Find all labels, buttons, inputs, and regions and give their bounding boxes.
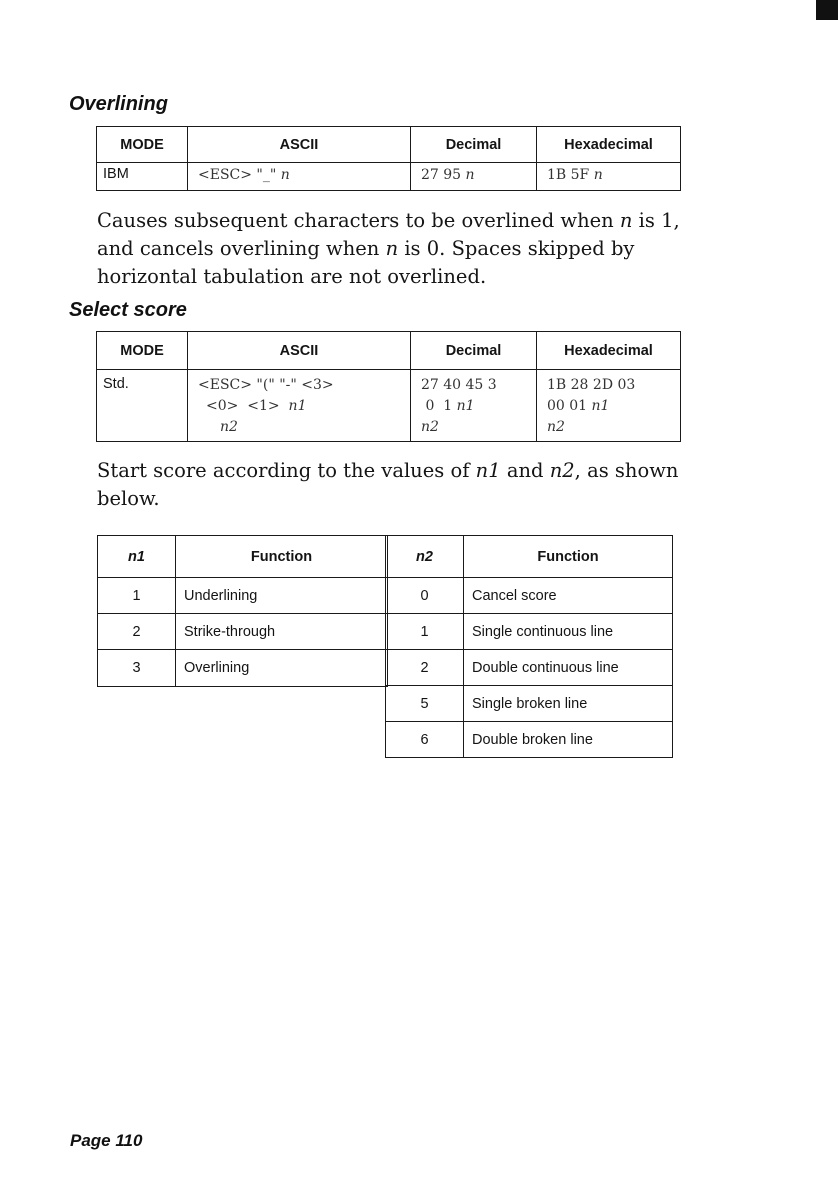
- header-ascii: ASCII: [188, 127, 411, 163]
- header-decimal: Decimal: [411, 127, 537, 163]
- corner-mark: [816, 0, 838, 20]
- table-header-row: [386, 536, 673, 578]
- n1-table: [97, 535, 388, 687]
- ascii-cell: [188, 370, 411, 442]
- table-header-row: [97, 127, 681, 163]
- n1-value: 3: [98, 650, 176, 687]
- header-decimal: Decimal: [411, 332, 537, 370]
- page-number: Page 110: [70, 1131, 143, 1150]
- decimal-cell: [411, 163, 537, 191]
- table-row: [97, 370, 681, 442]
- decimal-cell: [411, 370, 537, 442]
- ascii-cell: [188, 163, 411, 191]
- hex-cell: [537, 370, 681, 442]
- hex-line-2: [547, 396, 680, 417]
- n1-value: 1: [98, 578, 176, 614]
- table-row: [98, 650, 388, 687]
- n1-function: Overlining: [176, 650, 388, 687]
- n1-function: Strike-through: [176, 614, 388, 650]
- table-row: [386, 614, 673, 650]
- mode-cell: Std.: [97, 370, 188, 442]
- table-header-row: [97, 332, 681, 370]
- header-function: Function: [464, 536, 673, 578]
- header-mode: MODE: [97, 332, 188, 370]
- ascii-var: n: [280, 167, 290, 183]
- decimal-var: n1: [456, 398, 475, 414]
- table-row: [98, 578, 388, 614]
- overlining-description: [97, 207, 707, 291]
- n1-value: 2: [98, 614, 176, 650]
- overlining-heading: Overlining: [69, 93, 168, 115]
- n2-value: 1: [386, 614, 464, 650]
- text-run: Causes subsequent characters to be overlined when: [97, 209, 620, 232]
- hex-var: n1: [591, 398, 610, 414]
- table-row: [386, 686, 673, 722]
- text-run: Start score according to the values of: [97, 459, 476, 482]
- decimal-var: n: [465, 167, 475, 183]
- ascii-line-1: <ESC> "(" "-" <3>: [198, 377, 334, 393]
- ascii-code: <ESC> "_": [198, 167, 281, 183]
- table-row: [97, 163, 681, 191]
- n1-function: Underlining: [176, 578, 388, 614]
- n2-function: Double continuous line: [464, 650, 673, 686]
- ascii-var: n1: [288, 398, 307, 414]
- table-header-row: [98, 536, 388, 578]
- overlining-table: [96, 126, 681, 191]
- text-run: and: [500, 459, 550, 482]
- n2-value: 5: [386, 686, 464, 722]
- variable: n2: [549, 459, 575, 482]
- table-row: [386, 650, 673, 686]
- variable: n: [619, 209, 633, 232]
- text-run: is 1, and cancels overlining when: [97, 209, 680, 260]
- ascii-code: <0> <1>: [206, 398, 289, 414]
- decimal-code: 0 1: [421, 398, 457, 414]
- select-score-heading: Select score: [69, 299, 187, 321]
- decimal-line-3: n2: [421, 419, 439, 435]
- hex-line-3: n2: [547, 419, 565, 435]
- table-row: [98, 614, 388, 650]
- variable: n1: [475, 459, 501, 482]
- n2-value: 6: [386, 722, 464, 758]
- hex-line-1: 1B 28 2D 03: [547, 377, 636, 393]
- hex-var: n: [593, 167, 603, 183]
- decimal-code: 27 95: [421, 167, 466, 183]
- hex-code: 00 01: [547, 398, 592, 414]
- header-mode: MODE: [97, 127, 188, 163]
- hex-code: 1B 5F: [547, 167, 594, 183]
- decimal-line-2: [421, 396, 536, 417]
- header-n2: n2: [386, 536, 464, 578]
- n2-function: Single continuous line: [464, 614, 673, 650]
- text-run: is 0. Spaces skipped by horizontal tabulation are not overlined.: [97, 237, 635, 288]
- n2-value: 0: [386, 578, 464, 614]
- select-score-description: [97, 457, 707, 513]
- header-hexadecimal: Hexadecimal: [537, 127, 681, 163]
- n2-function: Single broken line: [464, 686, 673, 722]
- header-ascii: ASCII: [188, 332, 411, 370]
- select-score-table: [96, 331, 681, 442]
- text-run: , as shown below.: [97, 459, 679, 510]
- mode-cell: IBM: [97, 163, 188, 191]
- n2-function: Double broken line: [464, 722, 673, 758]
- table-row: [386, 722, 673, 758]
- n2-function: Cancel score: [464, 578, 673, 614]
- ascii-line-3: n2: [220, 419, 238, 435]
- variable: n: [385, 237, 399, 260]
- header-hexadecimal: Hexadecimal: [537, 332, 681, 370]
- ascii-line-2: [198, 396, 410, 417]
- hex-cell: [537, 163, 681, 191]
- table-row: [386, 578, 673, 614]
- decimal-line-1: 27 40 45 3: [421, 377, 497, 393]
- n2-value: 2: [386, 650, 464, 686]
- header-function: Function: [176, 536, 388, 578]
- n2-table: [385, 535, 673, 758]
- header-n1: n1: [98, 536, 176, 578]
